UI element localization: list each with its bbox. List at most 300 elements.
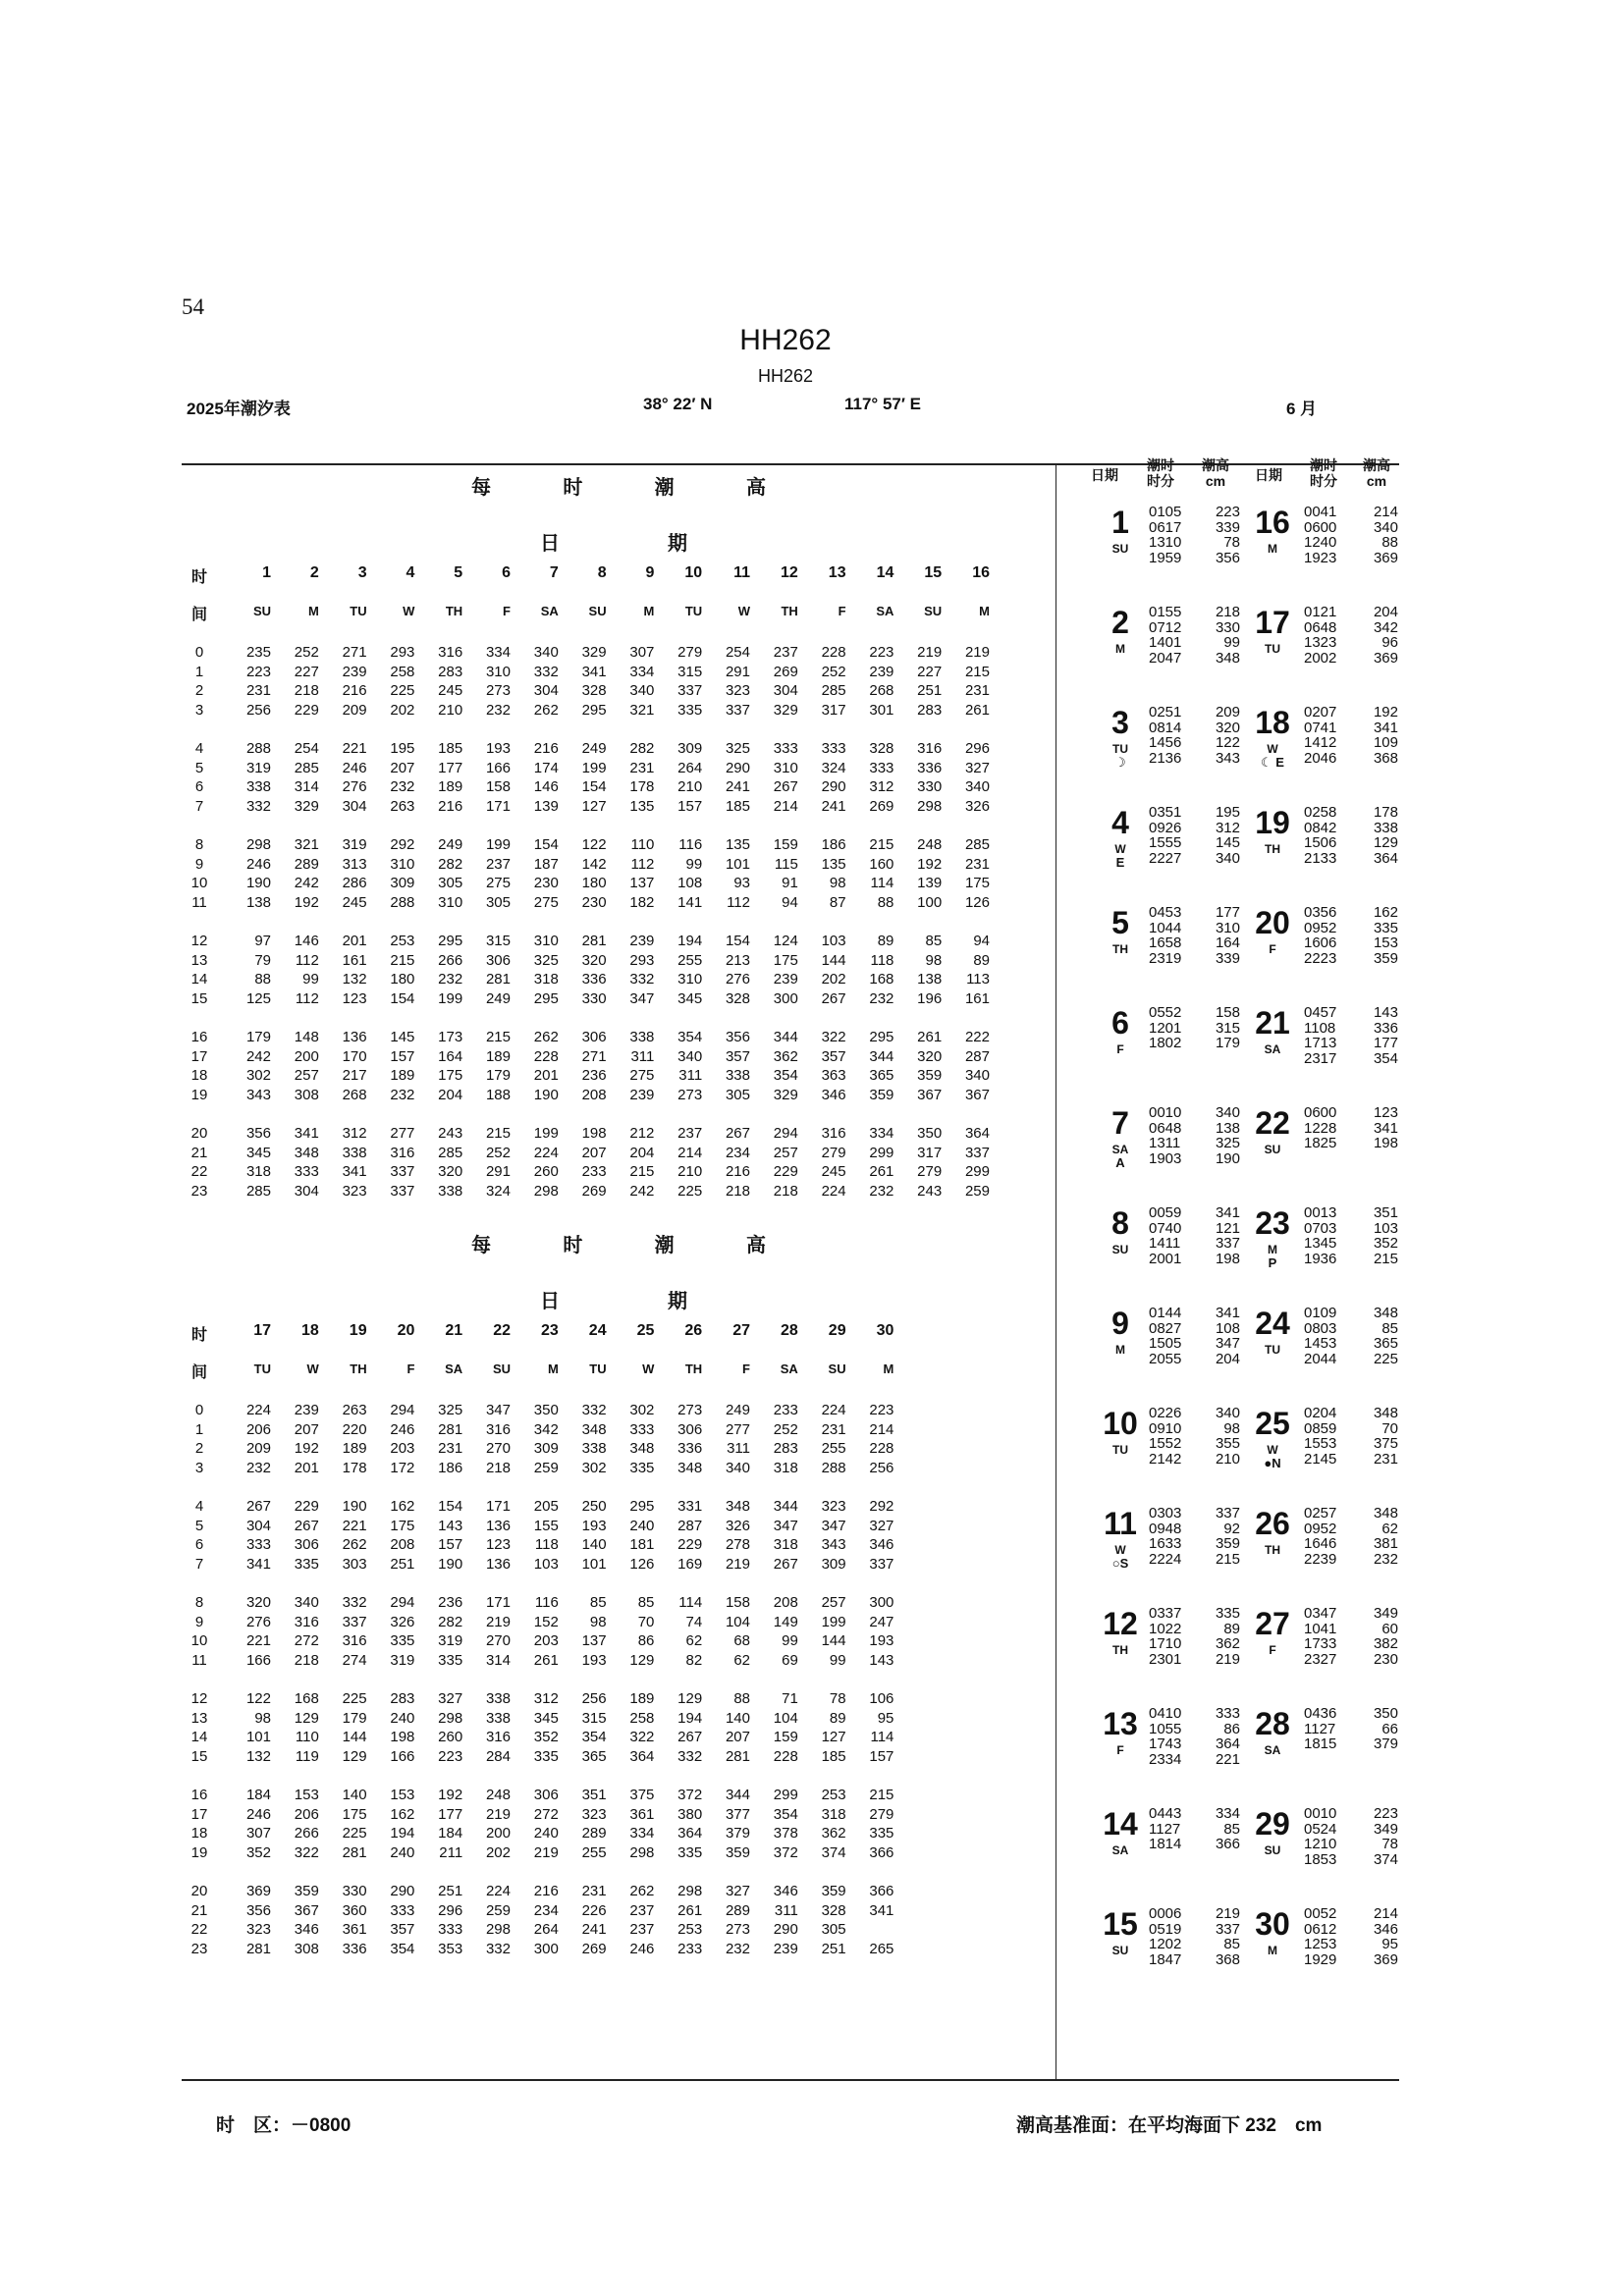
height-cell: 356 bbox=[245, 1901, 271, 1919]
height-cell: 71 bbox=[782, 1690, 798, 1707]
day-header: 22 bbox=[493, 1322, 511, 1339]
height-cell: 249 bbox=[725, 1402, 750, 1418]
height-cell: 337 bbox=[869, 1555, 894, 1573]
weekday-header: SA bbox=[876, 604, 894, 618]
height-cell: 219 bbox=[533, 1843, 559, 1861]
height-cell: 331 bbox=[677, 1498, 703, 1515]
day-weekday: F bbox=[1269, 1643, 1276, 1657]
height-cell: 207 bbox=[581, 1144, 607, 1161]
height-cell: 229 bbox=[294, 1498, 319, 1515]
tide-height: 123 bbox=[1373, 1104, 1398, 1121]
height-cell: 177 bbox=[438, 1805, 463, 1823]
height-cell: 281 bbox=[342, 1843, 367, 1861]
day-header: 2 bbox=[309, 564, 319, 581]
height-cell: 202 bbox=[821, 971, 846, 988]
tide-height: 325 bbox=[1215, 1135, 1240, 1151]
tide-time: 0010 bbox=[1304, 1805, 1337, 1822]
height-cell: 219 bbox=[725, 1555, 750, 1573]
height-cell: 194 bbox=[677, 1709, 703, 1727]
tide-time: 0712 bbox=[1149, 618, 1182, 636]
height-cell: 140 bbox=[581, 1536, 607, 1553]
height-cell: 207 bbox=[390, 759, 415, 776]
day-number: 10 bbox=[1103, 1406, 1138, 1441]
height-cell: 175 bbox=[342, 1805, 367, 1823]
height-cell: 335 bbox=[438, 1651, 463, 1669]
height-cell: 283 bbox=[773, 1440, 798, 1457]
tide-height: 98 bbox=[1223, 1419, 1240, 1437]
hour-cell: 3 bbox=[194, 701, 204, 719]
height-cell: 257 bbox=[821, 1594, 846, 1611]
height-cell: 354 bbox=[773, 1067, 798, 1084]
height-cell: 300 bbox=[533, 1940, 559, 1957]
height-cell: 263 bbox=[390, 797, 415, 815]
height-cell: 257 bbox=[773, 1144, 798, 1161]
height-cell: 283 bbox=[390, 1690, 415, 1707]
height-cell: 275 bbox=[485, 875, 511, 891]
height-cell: 216 bbox=[533, 740, 559, 757]
height-cell: 190 bbox=[533, 1086, 559, 1103]
height-cell: 68 bbox=[733, 1632, 750, 1649]
weekday-header: TU bbox=[589, 1362, 607, 1376]
tide-time: 0552 bbox=[1149, 1004, 1182, 1021]
height-cell: 248 bbox=[485, 1787, 511, 1803]
height-cell: 332 bbox=[629, 971, 655, 988]
tide-height: 109 bbox=[1373, 734, 1398, 751]
tide-height: 96 bbox=[1381, 634, 1398, 651]
height-cell: 228 bbox=[533, 1047, 559, 1065]
weekday-header: F bbox=[742, 1362, 750, 1376]
tide-time: 2136 bbox=[1149, 749, 1182, 767]
height-cell: 201 bbox=[533, 1067, 559, 1084]
tide-height: 365 bbox=[1373, 1335, 1398, 1352]
height-cell: 332 bbox=[581, 1402, 607, 1418]
height-cell: 232 bbox=[438, 971, 463, 988]
height-cell: 178 bbox=[342, 1459, 367, 1476]
height-cell: 118 bbox=[870, 951, 894, 969]
moon-phase-icon: A bbox=[1115, 1155, 1125, 1170]
height-cell: 235 bbox=[245, 644, 271, 661]
weekday-header: TU bbox=[350, 604, 367, 618]
height-cell: 354 bbox=[581, 1729, 607, 1745]
tide-height: 355 bbox=[1215, 1435, 1240, 1452]
height-cell: 192 bbox=[438, 1787, 463, 1803]
tide-time: 1345 bbox=[1304, 1235, 1337, 1252]
height-cell: 306 bbox=[294, 1536, 319, 1553]
height-cell: 308 bbox=[294, 1086, 319, 1103]
tide-height: 89 bbox=[1223, 1620, 1240, 1637]
height-cell: 309 bbox=[677, 740, 703, 757]
height-cell: 357 bbox=[725, 1047, 750, 1065]
height-cell: 350 bbox=[917, 1125, 943, 1142]
height-cell: 144 bbox=[342, 1729, 367, 1745]
tide-time: 0703 bbox=[1304, 1219, 1337, 1237]
day-weekday: TU bbox=[1112, 1443, 1128, 1457]
height-cell: 138 bbox=[245, 893, 271, 911]
height-cell: 333 bbox=[869, 759, 894, 776]
height-cell: 188 bbox=[485, 1086, 511, 1103]
height-cell: 326 bbox=[725, 1517, 750, 1534]
height-cell: 338 bbox=[485, 1709, 511, 1727]
height-cell: 104 bbox=[773, 1709, 798, 1727]
height-cell: 166 bbox=[390, 1747, 415, 1765]
height-cell: 337 bbox=[964, 1144, 990, 1161]
height-cell: 321 bbox=[629, 701, 655, 719]
height-cell: 337 bbox=[725, 701, 750, 719]
height-cell: 273 bbox=[485, 682, 511, 699]
tide-height: 153 bbox=[1373, 934, 1398, 951]
tide-time: 0952 bbox=[1304, 919, 1337, 936]
height-cell: 103 bbox=[821, 933, 846, 949]
hour-cell: 2 bbox=[194, 682, 204, 699]
section-title-char: 潮 bbox=[654, 1235, 675, 1256]
height-cell: 171 bbox=[485, 1594, 511, 1611]
height-cell: 290 bbox=[773, 1921, 798, 1938]
height-cell: 230 bbox=[581, 893, 607, 911]
height-cell: 252 bbox=[485, 1144, 511, 1161]
height-cell: 206 bbox=[294, 1805, 319, 1823]
height-cell: 85 bbox=[637, 1594, 655, 1611]
height-cell: 112 bbox=[295, 989, 319, 1007]
tide-time: 0155 bbox=[1149, 604, 1182, 620]
hour-cell: 3 bbox=[194, 1459, 204, 1476]
height-cell: 316 bbox=[342, 1632, 367, 1649]
tide-time: 1710 bbox=[1149, 1635, 1182, 1652]
day-number: 11 bbox=[1104, 1506, 1137, 1541]
tide-height: 350 bbox=[1373, 1705, 1398, 1722]
tide-height: 108 bbox=[1215, 1319, 1240, 1337]
tide-height: 103 bbox=[1373, 1219, 1398, 1237]
height-cell: 286 bbox=[342, 875, 367, 891]
tide-height: 204 bbox=[1215, 1350, 1240, 1367]
height-cell: 323 bbox=[581, 1805, 607, 1823]
height-cell: 215 bbox=[485, 1029, 511, 1045]
weekday-header: M bbox=[643, 604, 655, 618]
height-cell: 116 bbox=[678, 836, 703, 853]
tide-time: 1201 bbox=[1149, 1019, 1182, 1037]
tide-time: 0204 bbox=[1304, 1405, 1337, 1421]
height-cell: 250 bbox=[581, 1498, 607, 1515]
height-cell: 184 bbox=[438, 1825, 463, 1842]
height-cell: 305 bbox=[438, 875, 463, 891]
tide-time: 1814 bbox=[1149, 1836, 1182, 1852]
height-cell: 98 bbox=[829, 875, 846, 891]
height-cell: 106 bbox=[869, 1690, 894, 1707]
tide-time: 0814 bbox=[1149, 719, 1182, 736]
height-cell: 343 bbox=[821, 1536, 846, 1553]
tide-height: 192 bbox=[1373, 704, 1398, 721]
height-cell: 221 bbox=[342, 740, 367, 757]
weekday-header: TU bbox=[684, 604, 703, 618]
tide-time: 1108 bbox=[1304, 1019, 1336, 1037]
tide-time: 1658 bbox=[1149, 934, 1182, 951]
height-cell: 285 bbox=[821, 682, 846, 699]
height-cell: 144 bbox=[821, 951, 846, 969]
height-cell: 299 bbox=[964, 1163, 990, 1180]
tide-time: 1553 bbox=[1304, 1435, 1337, 1452]
moon-phase-icon: ☾ E bbox=[1261, 755, 1284, 770]
height-cell: 215 bbox=[390, 951, 415, 969]
moon-phase-icon: ☽ bbox=[1114, 755, 1126, 770]
height-cell: 357 bbox=[821, 1047, 846, 1065]
day-header: 26 bbox=[684, 1322, 703, 1339]
height-cell: 127 bbox=[581, 797, 607, 815]
day-number: 18 bbox=[1255, 705, 1290, 740]
height-cell: 310 bbox=[677, 971, 703, 988]
height-cell: 89 bbox=[877, 933, 894, 949]
height-cell: 266 bbox=[438, 951, 463, 969]
tide-height: 121 bbox=[1215, 1219, 1240, 1237]
height-cell: 98 bbox=[925, 951, 943, 969]
height-cell: 265 bbox=[869, 1940, 894, 1957]
height-cell: 249 bbox=[485, 989, 511, 1007]
height-cell: 359 bbox=[821, 1883, 846, 1899]
height-cell: 341 bbox=[342, 1163, 367, 1180]
height-cell: 335 bbox=[533, 1747, 559, 1765]
hour-cell: 5 bbox=[194, 759, 204, 776]
height-cell: 132 bbox=[342, 971, 367, 988]
hour-cell: 1 bbox=[194, 663, 204, 680]
height-cell: 303 bbox=[342, 1555, 367, 1573]
tide-height: 60 bbox=[1381, 1620, 1398, 1637]
hour-cell: 15 bbox=[190, 989, 208, 1007]
section-title-char: 高 bbox=[745, 1235, 766, 1256]
day-weekday: TH bbox=[1265, 1543, 1280, 1557]
height-cell: 311 bbox=[630, 1047, 655, 1065]
height-cell: 200 bbox=[485, 1825, 511, 1842]
height-cell: 318 bbox=[533, 971, 559, 988]
height-cell: 246 bbox=[629, 1940, 655, 1957]
day-number: 30 bbox=[1255, 1906, 1290, 1942]
tide-time: 1127 bbox=[1304, 1720, 1336, 1737]
day-number: 28 bbox=[1255, 1706, 1290, 1741]
hour-cell: 17 bbox=[190, 1047, 208, 1065]
height-cell: 369 bbox=[245, 1883, 271, 1899]
tide-time: 1633 bbox=[1149, 1535, 1182, 1552]
height-cell: 215 bbox=[869, 1787, 894, 1803]
height-cell: 298 bbox=[629, 1843, 655, 1861]
station-title: HH262 bbox=[739, 324, 832, 356]
day-header: 12 bbox=[781, 564, 798, 581]
height-cell: 333 bbox=[773, 740, 798, 757]
height-cell: 98 bbox=[254, 1709, 271, 1727]
tide-height: 337 bbox=[1215, 1235, 1240, 1252]
tide-time: 1853 bbox=[1304, 1850, 1337, 1868]
day-weekday: SU bbox=[1111, 1243, 1129, 1256]
height-cell: 289 bbox=[725, 1901, 750, 1919]
height-cell: 275 bbox=[629, 1067, 655, 1084]
day-weekday: TH bbox=[1112, 1643, 1128, 1657]
height-cell: 215 bbox=[485, 1125, 511, 1142]
height-cell: 142 bbox=[581, 855, 607, 873]
height-cell: 295 bbox=[869, 1029, 894, 1045]
time-header: 时分 bbox=[1147, 473, 1174, 489]
tide-height: 379 bbox=[1373, 1735, 1398, 1752]
height-cell: 231 bbox=[629, 759, 655, 776]
height-cell: 126 bbox=[629, 1555, 655, 1573]
height-cell: 342 bbox=[533, 1420, 559, 1438]
day-header: 13 bbox=[828, 564, 846, 581]
height-cell: 216 bbox=[342, 682, 367, 699]
height-cell: 264 bbox=[677, 759, 703, 776]
hour-cell: 21 bbox=[190, 1144, 208, 1161]
height-cell: 259 bbox=[533, 1459, 559, 1476]
height-cell: 285 bbox=[438, 1144, 463, 1161]
height-cell: 298 bbox=[438, 1709, 463, 1727]
height-cell: 154 bbox=[725, 933, 750, 949]
height-header: cm bbox=[1366, 473, 1387, 489]
height-cell: 175 bbox=[390, 1517, 415, 1534]
day-number: 3 bbox=[1111, 705, 1129, 740]
height-cell: 332 bbox=[533, 663, 559, 680]
height-cell: 208 bbox=[581, 1086, 607, 1103]
height-cell: 288 bbox=[245, 740, 271, 757]
height-cell: 346 bbox=[773, 1883, 798, 1899]
height-cell: 341 bbox=[294, 1125, 319, 1142]
height-cell: 296 bbox=[438, 1901, 463, 1919]
height-cell: 168 bbox=[869, 971, 894, 988]
height-cell: 289 bbox=[294, 855, 319, 873]
tide-time: 0519 bbox=[1149, 1920, 1182, 1938]
height-cell: 232 bbox=[869, 1182, 894, 1200]
height-cell: 225 bbox=[342, 1690, 367, 1707]
hour-cell: 4 bbox=[194, 1498, 204, 1515]
tide-height: 195 bbox=[1215, 804, 1240, 821]
tide-time: 2055 bbox=[1149, 1350, 1182, 1367]
height-cell: 270 bbox=[485, 1440, 511, 1457]
tide-height: 214 bbox=[1373, 504, 1398, 520]
height-cell: 334 bbox=[629, 663, 655, 680]
hour-cell: 23 bbox=[190, 1940, 208, 1957]
height-cell: 314 bbox=[485, 1651, 511, 1669]
height-cell: 304 bbox=[533, 682, 559, 699]
hour-cell: 11 bbox=[191, 893, 207, 911]
height-cell: 367 bbox=[294, 1901, 319, 1919]
day-header: 6 bbox=[502, 564, 511, 581]
table-year-label: 2025年潮汐表 bbox=[187, 400, 291, 418]
height-cell: 338 bbox=[629, 1029, 655, 1045]
height-cell: 129 bbox=[294, 1709, 319, 1727]
height-cell: 189 bbox=[390, 1067, 415, 1084]
tide-height: 85 bbox=[1381, 1319, 1398, 1337]
height-cell: 260 bbox=[533, 1163, 559, 1180]
height-cell: 277 bbox=[390, 1125, 415, 1142]
height-cell: 328 bbox=[725, 989, 750, 1007]
height-cell: 216 bbox=[533, 1883, 559, 1899]
height-cell: 327 bbox=[438, 1690, 463, 1707]
height-cell: 335 bbox=[629, 1459, 655, 1476]
tide-time: 0436 bbox=[1304, 1705, 1337, 1722]
tide-time: 2327 bbox=[1304, 1650, 1337, 1668]
height-cell: 365 bbox=[581, 1747, 607, 1765]
height-cell: 255 bbox=[677, 951, 703, 969]
height-cell: 337 bbox=[677, 682, 703, 699]
tide-time: 1453 bbox=[1304, 1335, 1337, 1352]
height-cell: 185 bbox=[821, 1747, 846, 1765]
height-cell: 336 bbox=[917, 759, 943, 776]
height-cell: 153 bbox=[390, 1787, 415, 1803]
tide-height: 335 bbox=[1215, 1605, 1240, 1622]
day-header: 4 bbox=[406, 564, 415, 581]
tide-time: 0052 bbox=[1304, 1905, 1337, 1922]
height-cell: 282 bbox=[629, 740, 655, 757]
height-cell: 228 bbox=[821, 644, 846, 661]
tide-height: 343 bbox=[1215, 749, 1240, 767]
tide-height: 349 bbox=[1373, 1820, 1398, 1838]
height-cell: 261 bbox=[917, 1029, 943, 1045]
height-cell: 218 bbox=[773, 1182, 798, 1200]
height-cell: 259 bbox=[964, 1182, 990, 1200]
tide-time: 0612 bbox=[1304, 1920, 1337, 1938]
height-cell: 290 bbox=[725, 759, 750, 776]
tide-height: 362 bbox=[1215, 1635, 1240, 1652]
day-weekday: TU bbox=[1112, 742, 1128, 756]
height-cell: 300 bbox=[773, 989, 798, 1007]
height-cell: 219 bbox=[964, 644, 990, 661]
height-cell: 154 bbox=[533, 836, 559, 853]
height-cell: 157 bbox=[869, 1747, 894, 1765]
height-cell: 313 bbox=[342, 855, 367, 873]
height-cell: 202 bbox=[390, 701, 415, 719]
height-cell: 276 bbox=[245, 1613, 271, 1630]
height-cell: 208 bbox=[390, 1536, 415, 1553]
tide-height: 330 bbox=[1215, 618, 1240, 636]
tide-height: 346 bbox=[1373, 1920, 1398, 1938]
height-cell: 345 bbox=[677, 989, 703, 1007]
tide-height: 374 bbox=[1373, 1850, 1398, 1868]
height-cell: 240 bbox=[390, 1843, 415, 1861]
height-cell: 279 bbox=[917, 1163, 943, 1180]
height-cell: 293 bbox=[390, 644, 415, 661]
height-cell: 190 bbox=[245, 875, 271, 891]
tide-height: 340 bbox=[1215, 849, 1240, 867]
tide-height: 78 bbox=[1223, 534, 1240, 551]
height-cell: 231 bbox=[245, 682, 271, 699]
height-cell: 323 bbox=[725, 682, 750, 699]
day-number: 14 bbox=[1103, 1806, 1138, 1842]
height-cell: 182 bbox=[629, 893, 655, 911]
height-cell: 364 bbox=[629, 1747, 655, 1765]
weekday-header: W bbox=[737, 604, 750, 618]
day-number: 6 bbox=[1111, 1005, 1129, 1041]
height-cell: 261 bbox=[533, 1651, 559, 1669]
weekday-header: TH bbox=[781, 604, 798, 618]
height-cell: 298 bbox=[917, 797, 943, 815]
height-cell: 346 bbox=[294, 1921, 319, 1938]
height-cell: 346 bbox=[869, 1536, 894, 1553]
tide-height: 333 bbox=[1215, 1705, 1240, 1722]
height-cell: 252 bbox=[773, 1420, 798, 1438]
height-cell: 247 bbox=[869, 1613, 894, 1630]
tide-time: 1210 bbox=[1304, 1836, 1337, 1852]
tide-time: 1733 bbox=[1304, 1635, 1337, 1652]
height-cell: 318 bbox=[245, 1163, 271, 1180]
tide-height: 177 bbox=[1373, 1035, 1398, 1051]
height-cell: 225 bbox=[677, 1182, 703, 1200]
height-cell: 290 bbox=[821, 778, 846, 795]
hour-cell: 19 bbox=[190, 1843, 208, 1861]
height-cell: 215 bbox=[629, 1163, 655, 1180]
longitude: 117° 57′ E bbox=[844, 395, 921, 413]
weekday-header: TH bbox=[445, 604, 463, 618]
tide-height: 364 bbox=[1373, 849, 1398, 867]
height-cell: 304 bbox=[773, 682, 798, 699]
height-cell: 327 bbox=[725, 1883, 750, 1899]
height-cell: 232 bbox=[485, 701, 511, 719]
height-cell: 95 bbox=[877, 1709, 894, 1727]
height-cell: 237 bbox=[677, 1125, 703, 1142]
height-cell: 337 bbox=[390, 1163, 415, 1180]
tide-height: 348 bbox=[1373, 1305, 1398, 1321]
